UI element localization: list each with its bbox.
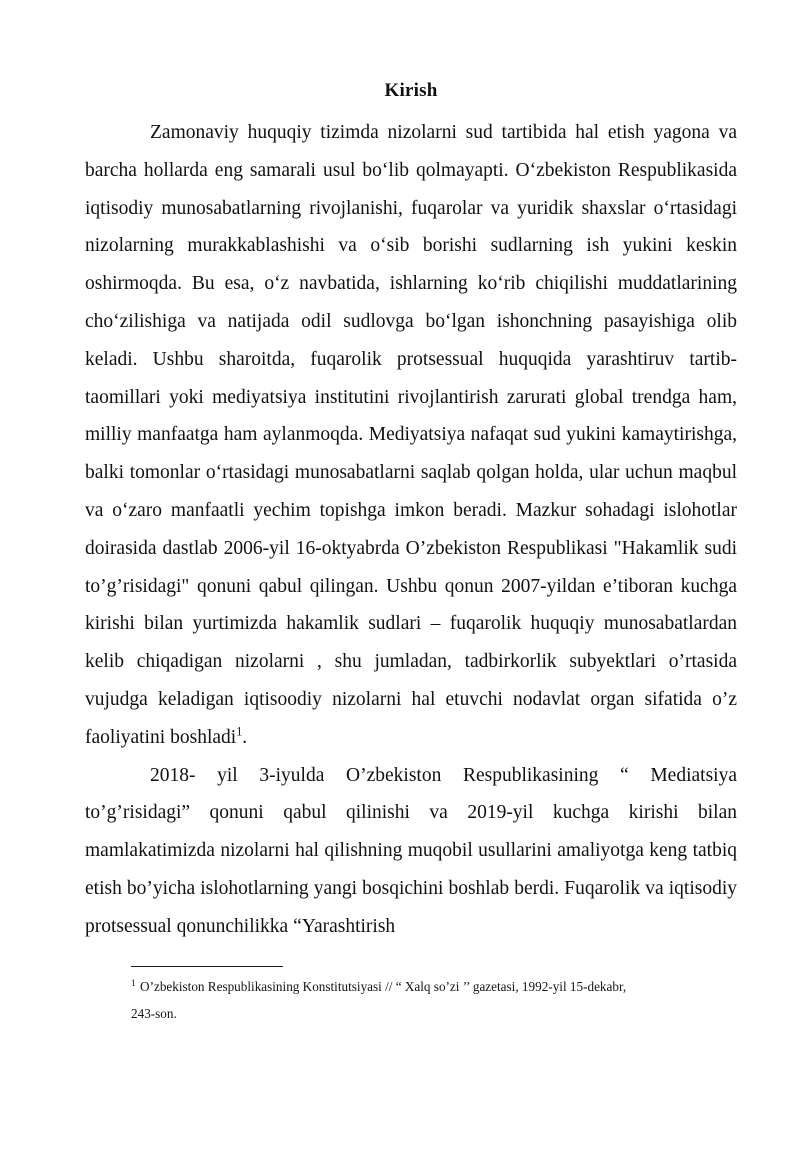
paragraph-intro: [85, 114, 737, 757]
paragraph-intro-trailing-punctuation: .: [242, 726, 248, 748]
footnote-number: 1: [131, 978, 136, 989]
footnote-area: [131, 966, 731, 1027]
footnote-text-line-1: O’zbekiston Respublikasining Konstitutsiyasi // “ Xalq so’zi ’’ gazetasi, 1992-yil 15-dekabr,: [136, 979, 627, 994]
paragraph-mediation-text: 2018- yil 3-iyulda O’zbekiston Respublikasining “ Mediatsiya to’g’risidagi” qonuni qabul qilinishi va 2019-yil kuchga kirishi bilan mamlakatimizda nizolarni hal qilishning muqobil usullarini amaliyotga keng tatbiq etish bo’yicha islohotlarning yangi bosqichini boshlab berdi. Fuqarolik va iqtisodiy protsessual qonunchilikka “Yarashtirish: [85, 764, 737, 937]
paragraph-mediation: [85, 757, 737, 946]
page-content: [85, 78, 737, 946]
footnote-reference-marker[interactable]: 1: [236, 724, 243, 739]
paragraph-intro-text: Zamonaviy huquqiy tizimda nizolarni sud tartibida hal etish yagona va barcha hollarda eng samarali usul bo‘lib qolmayapti. O‘zbekiston Respublikasida iqtisodiy munosabatlarning rivojlanishi, fuqarolar va yuridik shaxslar o‘rtasidagi nizolarning murakkablashishi va o‘sib borishi sudlarning ish yukini keskin oshirmoqda. Bu esa, o‘z navbatida, ishlarning ko‘rib chiqilishi muddatlarining cho‘zilishiga va natijada odil sudlovga bo‘lgan ishonchning pasayishiga olib keladi. Ushbu sharoitda, fuqarolik protsessual huquqida yarashtiruv tartib-taomillari yoki mediyatsiya institutini rivojlantirish zarurati global trendga ham, milliy manfaatga ham aylanmoqda. Mediyatsiya nafaqat sud yukini kamaytirishga, balki tomonlar o‘rtasidagi munosabatlarni saqlab qolgan holda, ular uchun maqbul va o‘zaro manfaatli yechim topishga imkon beradi. Mazkur sohadagi islohotlar doirasida dastlab 2006-yil 16-oktyabrda O’zbekiston Respublikasi "Hakamlik sudi to’g’risidagi" qonuni qabul qilingan. Ushbu qonun 2007-yildan e’tiboran kuchga kirishi bilan yurtimizda hakamlik sudlari – fuqarolik huquqiy munosabatlardan kelib chiqadigan nizolarni , shu jumladan, tadbirkorlik subyektlari o’rtasida vujudga keladigan iqtisoodiy nizolarni hal etuvchi nodavlat organ sifatida o’z faoliyatini boshladi: [85, 122, 737, 748]
footnote-text-line-2: 243-son.: [131, 1006, 177, 1021]
footnote-entry: [131, 973, 731, 1027]
footnote-separator-rule: [131, 966, 283, 967]
page-title: Kirish: [384, 80, 438, 101]
